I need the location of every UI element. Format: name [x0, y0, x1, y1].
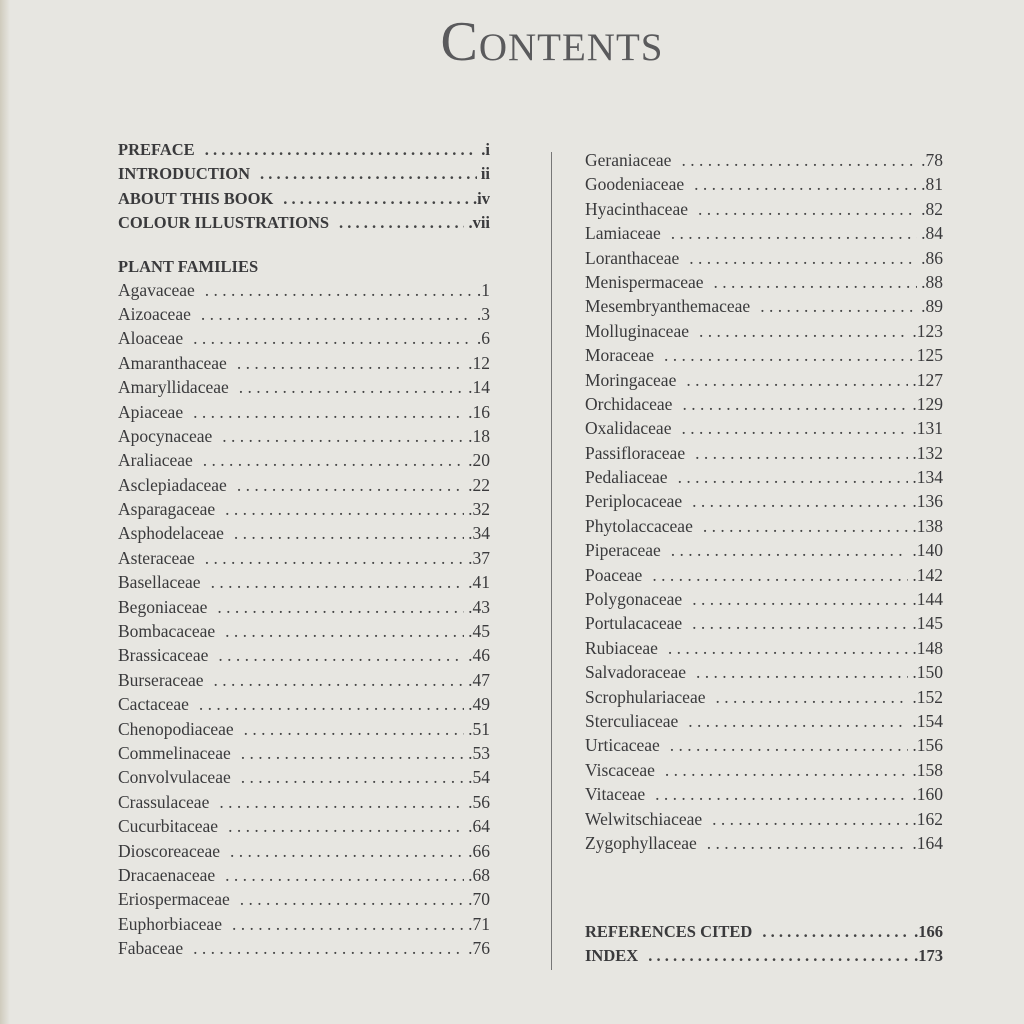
- dot-leader: [678, 467, 909, 488]
- toc-page-number: ii: [480, 164, 490, 184]
- dot-leader: [237, 353, 464, 374]
- toc-page-number: .138: [912, 515, 943, 536]
- toc-page-number: .84: [921, 223, 943, 244]
- toc-label: Piperaceae: [585, 540, 661, 561]
- toc-page-number: .20: [468, 450, 490, 471]
- toc-label: PREFACE: [118, 140, 195, 159]
- dot-leader: [668, 638, 909, 659]
- dot-leader: [193, 938, 464, 959]
- dot-leader: [217, 597, 464, 618]
- toc-page-number: .132: [912, 442, 943, 463]
- toc-label: Goodeniaceae: [585, 174, 685, 195]
- toc-page-number: .47: [468, 669, 490, 690]
- toc-entry[interactable]: [118, 377, 490, 401]
- dot-leader: [214, 670, 465, 691]
- toc-page-number: .150: [912, 662, 943, 683]
- toc-entry[interactable]: [118, 450, 490, 474]
- toc-label: INTRODUCTION: [118, 164, 251, 184]
- toc-page-number: .140: [912, 540, 943, 561]
- toc-page-number: .16: [468, 401, 490, 422]
- toc-page-number: .86: [921, 247, 943, 268]
- toc-label: Dioscoreaceae: [118, 840, 221, 861]
- toc-page-number: .158: [912, 759, 943, 780]
- toc-label: Apocynaceae: [118, 425, 213, 446]
- toc-page-number: .148: [912, 637, 943, 658]
- dot-leader: [694, 174, 917, 195]
- toc-entry-preface[interactable]: [118, 140, 490, 164]
- toc-entry[interactable]: [585, 711, 943, 735]
- toc-entry[interactable]: [118, 499, 490, 523]
- dot-leader: [688, 711, 908, 732]
- back-matter-list: [585, 922, 943, 971]
- dot-leader: [228, 816, 464, 837]
- toc-entry[interactable]: [585, 589, 943, 613]
- front-matter-list: [118, 140, 490, 238]
- toc-label: Moraceae: [585, 345, 654, 366]
- dot-leader: [339, 213, 464, 233]
- dot-leader: [205, 280, 473, 301]
- dot-leader: [201, 304, 473, 325]
- toc-label: Basellaceae: [118, 572, 201, 593]
- toc-label: Mesembryanthemaceae: [585, 296, 751, 317]
- dot-leader: [205, 548, 464, 569]
- toc-entry[interactable]: [585, 760, 943, 784]
- toc-label: Salvadoraceae: [585, 662, 687, 683]
- toc-label: Dracaenaceae: [118, 864, 216, 885]
- contents-left-column: [118, 140, 490, 963]
- toc-page-number: .164: [912, 832, 943, 853]
- dot-leader: [714, 272, 918, 293]
- dot-leader: [671, 540, 909, 561]
- toc-label: Amaranthaceae: [118, 352, 227, 373]
- dot-leader: [760, 296, 917, 317]
- toc-entry[interactable]: [118, 743, 490, 767]
- dot-leader: [707, 833, 909, 854]
- page-title: Contents: [440, 11, 664, 73]
- toc-label: INDEX: [585, 946, 639, 966]
- toc-label: Orchidaceae: [585, 393, 673, 414]
- toc-entry[interactable]: [118, 865, 490, 889]
- toc-label: Pedaliaceae: [585, 467, 668, 488]
- toc-label: Geraniaceae: [585, 150, 672, 170]
- contents-right-column: [585, 150, 943, 857]
- toc-entry[interactable]: [585, 418, 943, 442]
- toc-page-number: .142: [912, 564, 943, 585]
- toc-label: Urticaceae: [585, 735, 660, 756]
- toc-entry[interactable]: [585, 174, 943, 198]
- toc-page-number: .127: [912, 369, 943, 390]
- toc-label: Aloaceae: [118, 328, 184, 349]
- toc-entry[interactable]: [585, 565, 943, 589]
- toc-page-number: .144: [912, 589, 943, 610]
- toc-label: Eriospermaceae: [118, 889, 230, 910]
- toc-entry[interactable]: [118, 841, 490, 865]
- toc-page-number: .66: [468, 840, 490, 861]
- toc-entry[interactable]: [118, 353, 490, 377]
- toc-entry[interactable]: [585, 833, 943, 857]
- toc-label: Vitaceae: [585, 784, 646, 805]
- dot-leader: [664, 345, 913, 366]
- toc-label: Scrophulariaceae: [585, 686, 706, 707]
- toc-entry[interactable]: [585, 922, 943, 946]
- toc-label: Rubiaceae: [585, 637, 658, 658]
- dot-leader: [692, 613, 908, 634]
- dot-leader: [219, 792, 464, 813]
- toc-entry[interactable]: [585, 946, 943, 970]
- toc-page-number: .3: [476, 303, 490, 324]
- dot-leader: [762, 922, 910, 942]
- toc-label: Crassulaceae: [118, 791, 210, 812]
- dot-leader: [241, 743, 464, 764]
- toc-label: Fabaceae: [118, 938, 184, 959]
- toc-page-number: .18: [468, 425, 490, 446]
- toc-label: Asphodelaceae: [118, 523, 224, 544]
- dot-leader: [712, 809, 908, 830]
- toc-entry[interactable]: [118, 889, 490, 913]
- toc-entry-introduction[interactable]: [118, 164, 490, 188]
- toc-page-number: .160: [912, 784, 943, 805]
- toc-page-number: .46: [468, 645, 490, 666]
- dot-leader: [681, 418, 908, 439]
- dot-leader: [665, 760, 909, 781]
- toc-page-number: .32: [468, 499, 490, 520]
- toc-entry[interactable]: [585, 296, 943, 320]
- dot-leader: [682, 394, 908, 415]
- toc-label: Apiaceae: [118, 401, 184, 422]
- dot-leader: [237, 475, 464, 496]
- toc-entry[interactable]: [118, 670, 490, 694]
- toc-entry[interactable]: [118, 597, 490, 621]
- dot-leader: [671, 223, 917, 244]
- toc-label: REFERENCES CITED: [585, 922, 753, 941]
- toc-label: Amaryllidaceae: [118, 377, 229, 398]
- toc-label: Viscaceae: [585, 759, 655, 780]
- toc-label: Zygophyllaceae: [585, 832, 697, 853]
- dot-leader: [225, 621, 464, 642]
- toc-page-number: .78: [921, 150, 943, 170]
- dot-leader: [283, 189, 469, 209]
- toc-entry[interactable]: [118, 767, 490, 791]
- dot-leader: [692, 589, 908, 610]
- toc-entry[interactable]: [585, 223, 943, 247]
- toc-page-number: .64: [468, 816, 490, 837]
- toc-entry[interactable]: [118, 402, 490, 426]
- dot-leader: [239, 377, 464, 398]
- dot-leader: [193, 328, 473, 349]
- toc-entry[interactable]: [585, 199, 943, 223]
- toc-page-number: .152: [912, 686, 943, 707]
- dot-leader: [698, 199, 917, 220]
- toc-label: Araliaceae: [118, 450, 193, 471]
- toc-entry[interactable]: [585, 345, 943, 369]
- toc-page-number: .iv: [473, 188, 490, 208]
- toc-entry[interactable]: [585, 467, 943, 491]
- toc-label: Burseraceae: [118, 669, 204, 690]
- page-spine-shadow: [0, 0, 10, 1024]
- toc-page-number: .37: [468, 547, 490, 568]
- toc-entry[interactable]: [585, 248, 943, 272]
- toc-label: Periplocaceae: [585, 491, 683, 512]
- toc-label: Asparagaceae: [118, 499, 216, 520]
- dot-leader: [689, 248, 917, 269]
- toc-page-number: .43: [468, 596, 490, 617]
- dot-leader: [234, 523, 464, 544]
- toc-page-number: 125: [916, 345, 943, 366]
- toc-page-number: .12: [468, 352, 490, 373]
- toc-label: Lamiaceae: [585, 223, 661, 244]
- toc-page-number: .89: [921, 296, 943, 317]
- toc-page-number: .134: [912, 467, 943, 488]
- toc-page-number: .41: [468, 572, 490, 593]
- toc-page-number: .34: [468, 523, 490, 544]
- dot-leader: [222, 426, 464, 447]
- toc-page-number: .14: [468, 377, 490, 398]
- dot-leader: [203, 450, 464, 471]
- toc-page-number: .162: [912, 808, 943, 829]
- toc-label: Bombacaceae: [118, 621, 216, 642]
- toc-entry[interactable]: [118, 719, 490, 743]
- dot-leader: [715, 687, 908, 708]
- toc-page-number: .145: [912, 613, 943, 634]
- toc-label: Welwitschiaceae: [585, 808, 703, 829]
- toc-entry[interactable]: [585, 272, 943, 296]
- toc-label: Commelinaceae: [118, 742, 231, 763]
- toc-page-number: .154: [912, 710, 943, 731]
- toc-entry-colour-illustrations[interactable]: [118, 213, 490, 237]
- toc-page-number: .49: [468, 694, 490, 715]
- toc-entry[interactable]: [585, 443, 943, 467]
- toc-label: Euphorbiaceae: [118, 913, 222, 934]
- toc-page-number: .51: [468, 718, 490, 739]
- toc-label: Poaceae: [585, 564, 643, 585]
- toc-page-number: .129: [912, 393, 943, 414]
- toc-entry[interactable]: [118, 426, 490, 450]
- toc-label: Hyacinthaceae: [585, 198, 688, 219]
- toc-page-number: .88: [921, 271, 943, 292]
- toc-entry[interactable]: [118, 328, 490, 352]
- toc-label: Passifloraceae: [585, 442, 686, 463]
- dot-leader: [218, 645, 464, 666]
- toc-page-number: .68: [468, 864, 490, 885]
- dot-leader: [199, 694, 464, 715]
- dot-leader: [241, 767, 464, 788]
- toc-label: Loranthaceae: [585, 247, 680, 268]
- families-right-list: [585, 150, 943, 857]
- column-divider: [551, 152, 552, 970]
- toc-entry[interactable]: [118, 816, 490, 840]
- dot-leader: [648, 946, 910, 966]
- toc-page-number: .131: [912, 418, 943, 439]
- dot-leader: [193, 402, 464, 423]
- dot-leader: [696, 662, 908, 683]
- toc-entry[interactable]: [118, 572, 490, 596]
- toc-entry[interactable]: [118, 914, 490, 938]
- dot-leader: [225, 865, 464, 886]
- toc-page-number: .81: [921, 174, 943, 195]
- toc-entry[interactable]: [585, 150, 943, 174]
- toc-label: Convolvulaceae: [118, 767, 231, 788]
- section-heading: PLANT FAMILIES: [118, 256, 259, 276]
- toc-label: COLOUR ILLUSTRATIONS: [118, 213, 330, 233]
- toc-page-number: .71: [468, 913, 490, 934]
- toc-page-number: .173: [914, 946, 943, 966]
- toc-label: Oxalidaceae: [585, 418, 672, 439]
- toc-page-number: .156: [912, 735, 943, 756]
- toc-entry[interactable]: [118, 304, 490, 328]
- toc-page-number: .22: [468, 474, 490, 495]
- toc-label: Sterculiaceae: [585, 710, 679, 731]
- toc-entry[interactable]: [585, 516, 943, 540]
- dot-leader: [692, 491, 908, 512]
- toc-entry[interactable]: [585, 662, 943, 686]
- toc-label: Menispermaceae: [585, 271, 704, 292]
- toc-entry[interactable]: [585, 809, 943, 833]
- families-left-list: [118, 280, 490, 963]
- toc-entry[interactable]: [118, 280, 490, 304]
- toc-entry[interactable]: [118, 694, 490, 718]
- dot-leader: [686, 370, 908, 391]
- dot-leader: [695, 443, 908, 464]
- toc-label: Aizoaceae: [118, 303, 191, 324]
- toc-entry[interactable]: [118, 548, 490, 572]
- toc-label: Asteraceae: [118, 547, 195, 568]
- toc-entry[interactable]: [585, 370, 943, 394]
- toc-page-number: .6: [476, 328, 490, 349]
- toc-page-number: .vii: [468, 213, 490, 233]
- toc-page-number: .1: [476, 279, 490, 300]
- toc-entry[interactable]: [585, 394, 943, 418]
- toc-page-number: .56: [468, 791, 490, 812]
- toc-entry[interactable]: [585, 735, 943, 759]
- dot-leader: [211, 572, 465, 593]
- toc-label: ABOUT THIS BOOK: [118, 188, 274, 208]
- toc-label: Chenopodiaceae: [118, 718, 234, 739]
- dot-leader: [681, 150, 917, 171]
- toc-label: Molluginaceae: [585, 320, 689, 341]
- toc-entry[interactable]: [118, 475, 490, 499]
- toc-page-number: .136: [912, 491, 943, 512]
- toc-label: Polygonaceae: [585, 589, 683, 610]
- dot-leader: [244, 719, 464, 740]
- dot-leader: [260, 164, 477, 184]
- toc-entry[interactable]: [585, 540, 943, 564]
- toc-entry[interactable]: [118, 792, 490, 816]
- toc-entry[interactable]: [585, 321, 943, 345]
- dot-leader: [655, 784, 908, 805]
- toc-label: Brassicaceae: [118, 645, 209, 666]
- dot-leader: [703, 516, 909, 537]
- toc-entry-about-this-book[interactable]: [118, 189, 490, 213]
- toc-label: Agavaceae: [118, 279, 195, 300]
- toc-entry[interactable]: [585, 491, 943, 515]
- toc-label: Moringaceae: [585, 369, 677, 390]
- dot-leader: [225, 499, 464, 520]
- toc-entry[interactable]: [585, 687, 943, 711]
- toc-label: Cucurbitaceae: [118, 816, 219, 837]
- toc-entry[interactable]: [118, 621, 490, 645]
- toc-page-number: .76: [468, 938, 490, 959]
- dot-leader: [205, 140, 478, 160]
- toc-page-number: .70: [468, 889, 490, 910]
- toc-page-number: .82: [921, 198, 943, 219]
- toc-label: Phytolaccaceae: [585, 515, 693, 536]
- dot-leader: [230, 841, 464, 862]
- toc-entry[interactable]: [118, 523, 490, 547]
- toc-label: Cactaceae: [118, 694, 189, 715]
- toc-entry[interactable]: [585, 638, 943, 662]
- toc-page-number: .54: [468, 767, 490, 788]
- toc-page-number: .166: [914, 922, 943, 941]
- dot-leader: [699, 321, 908, 342]
- toc-label: Begoniaceae: [118, 596, 208, 617]
- toc-entry[interactable]: [585, 784, 943, 808]
- dot-leader: [652, 565, 908, 586]
- toc-label: Asclepiadaceae: [118, 474, 227, 495]
- toc-entry[interactable]: [118, 645, 490, 669]
- toc-label: Portulacaceae: [585, 613, 683, 634]
- toc-page-number: .i: [481, 140, 490, 159]
- toc-page-number: .45: [468, 621, 490, 642]
- toc-entry[interactable]: [118, 938, 490, 962]
- dot-leader: [670, 735, 909, 756]
- toc-page-number: .53: [468, 742, 490, 763]
- toc-page-number: .123: [912, 320, 943, 341]
- toc-entry[interactable]: [585, 613, 943, 637]
- dot-leader: [232, 914, 464, 935]
- dot-leader: [240, 889, 464, 910]
